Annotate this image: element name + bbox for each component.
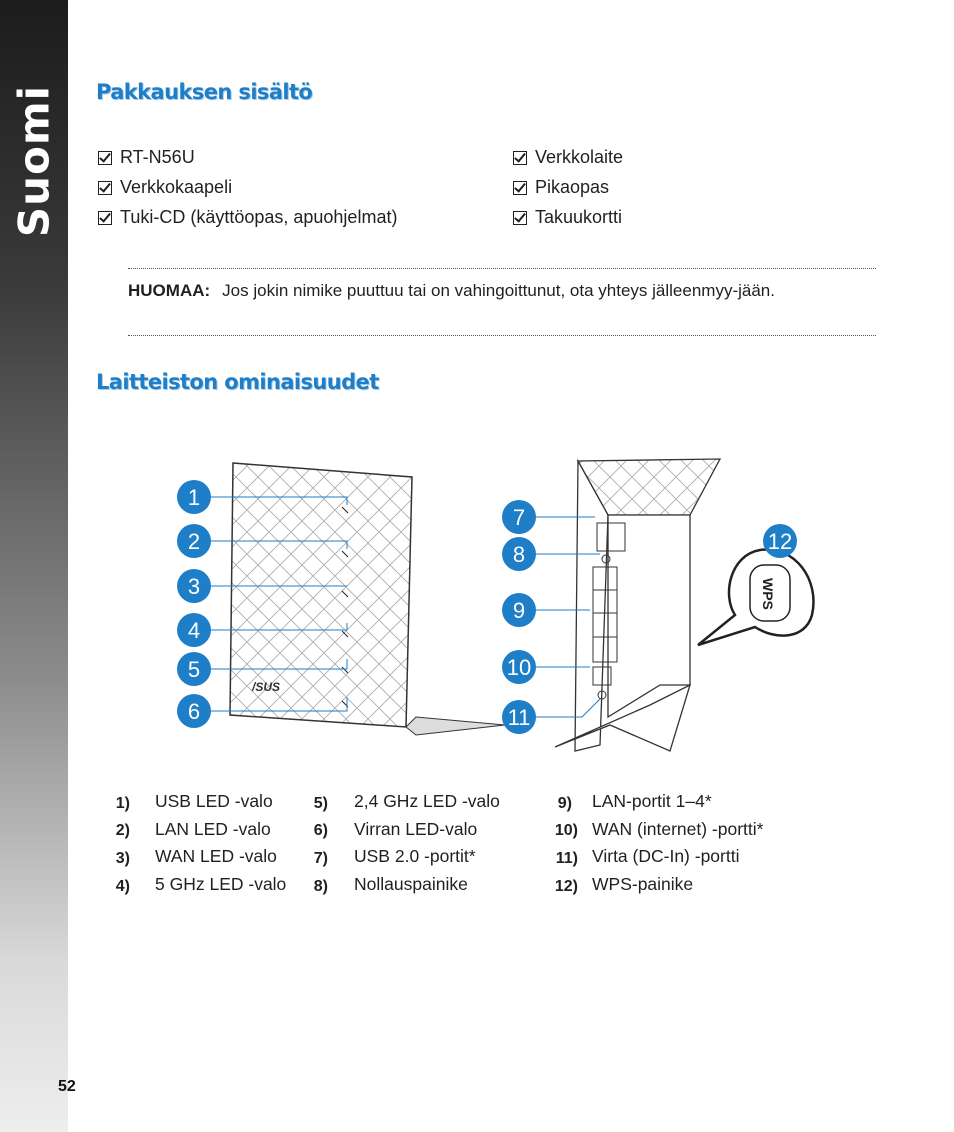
checklist-item: Takuukortti xyxy=(513,207,622,228)
router-rear-view xyxy=(555,459,720,751)
checklist-item: Pikaopas xyxy=(513,177,609,198)
callout-9 xyxy=(502,593,536,627)
legend-number: 10) xyxy=(554,822,578,839)
legend-text: Nollauspainike xyxy=(354,874,468,894)
legend-number: 6) xyxy=(313,822,328,839)
legend-number: 9) xyxy=(557,795,572,812)
page-number: 52 xyxy=(58,1078,76,1095)
legend-number: 11) xyxy=(555,850,578,867)
checklist-item: Verkkokaapeli xyxy=(98,177,232,198)
checkbox-checked-icon xyxy=(98,181,112,195)
wps-button-callout xyxy=(698,550,813,645)
note-divider-bottom xyxy=(128,335,876,336)
legend-text: Virta (DC-In) -portti xyxy=(592,846,740,866)
callout-1 xyxy=(177,480,211,514)
callout-11 xyxy=(502,700,536,734)
legend-text: 5 GHz LED -valo xyxy=(155,874,287,894)
hardware-features-heading: Laitteiston ominaisuudet xyxy=(96,370,379,394)
legend-number: 2) xyxy=(115,822,130,839)
svg-text:3: 3 xyxy=(187,574,201,599)
checkbox-checked-icon xyxy=(98,151,112,165)
language-sidebar xyxy=(0,0,68,1132)
legend-number: 4) xyxy=(115,878,130,895)
callout-3 xyxy=(177,569,211,603)
asus-logo: /SUS xyxy=(252,680,281,694)
legend-text: USB 2.0 -portit* xyxy=(354,846,476,866)
legend-number: 5) xyxy=(313,795,328,812)
svg-text:12: 12 xyxy=(767,529,793,554)
callout-2 xyxy=(177,524,211,558)
legend-text: Virran LED-valo xyxy=(354,819,478,839)
callout-7 xyxy=(502,500,536,534)
legend-number: 7) xyxy=(313,850,328,867)
router-front-view xyxy=(230,463,505,735)
note-divider-top xyxy=(128,268,876,269)
svg-text:9: 9 xyxy=(512,598,526,623)
legend-text: USB LED -valo xyxy=(155,791,273,811)
legend-number: 3) xyxy=(115,850,130,867)
note-text: Jos jokin nimike puuttuu tai on vahingoittunut, ota yhteys jälleenmyy-jään. xyxy=(222,281,775,300)
svg-text:8: 8 xyxy=(512,542,526,567)
checkbox-checked-icon xyxy=(98,211,112,225)
note-label: HUOMAA: xyxy=(128,281,211,300)
callout-5 xyxy=(177,652,211,686)
svg-text:6: 6 xyxy=(187,699,201,724)
callout-6 xyxy=(177,694,211,728)
callout-8 xyxy=(502,537,536,571)
callout-12 xyxy=(763,524,797,558)
svg-text:10: 10 xyxy=(506,655,532,680)
svg-text:2: 2 xyxy=(187,529,201,554)
checklist-item: Tuki-CD (käyttöopas, apuohjelmat) xyxy=(98,207,397,228)
router-diagram xyxy=(170,455,830,760)
checklist-item: RT-N56U xyxy=(98,147,195,168)
checkbox-checked-icon xyxy=(513,151,527,165)
checklist-item: Verkkolaite xyxy=(513,147,623,168)
checkbox-checked-icon xyxy=(513,181,527,195)
callout-4 xyxy=(177,613,211,647)
svg-text:7: 7 xyxy=(512,505,526,530)
checkbox-checked-icon xyxy=(513,211,527,225)
svg-text:5: 5 xyxy=(187,657,201,682)
sidebar-language-title: Suomi xyxy=(9,84,59,238)
legend-text: LAN LED -valo xyxy=(155,819,271,839)
svg-text:11: 11 xyxy=(507,705,531,730)
wps-label: WPS xyxy=(760,578,776,610)
note-box xyxy=(128,282,876,300)
legend-number: 12) xyxy=(554,878,578,895)
callout-10 xyxy=(502,650,536,684)
svg-text:4: 4 xyxy=(187,618,201,643)
legend-number: 1) xyxy=(115,795,130,812)
package-contents-heading: Pakkauksen sisältö xyxy=(96,80,313,104)
legend-text: WAN LED -valo xyxy=(155,846,277,866)
legend-number: 8) xyxy=(313,878,328,895)
legend-text: WPS-painike xyxy=(592,874,694,894)
legend-text: WAN (internet) -portti* xyxy=(592,819,764,839)
legend-text: LAN-portit 1–4* xyxy=(592,791,712,811)
legend-text: 2,4 GHz LED -valo xyxy=(354,791,500,811)
svg-text:1: 1 xyxy=(187,485,201,510)
